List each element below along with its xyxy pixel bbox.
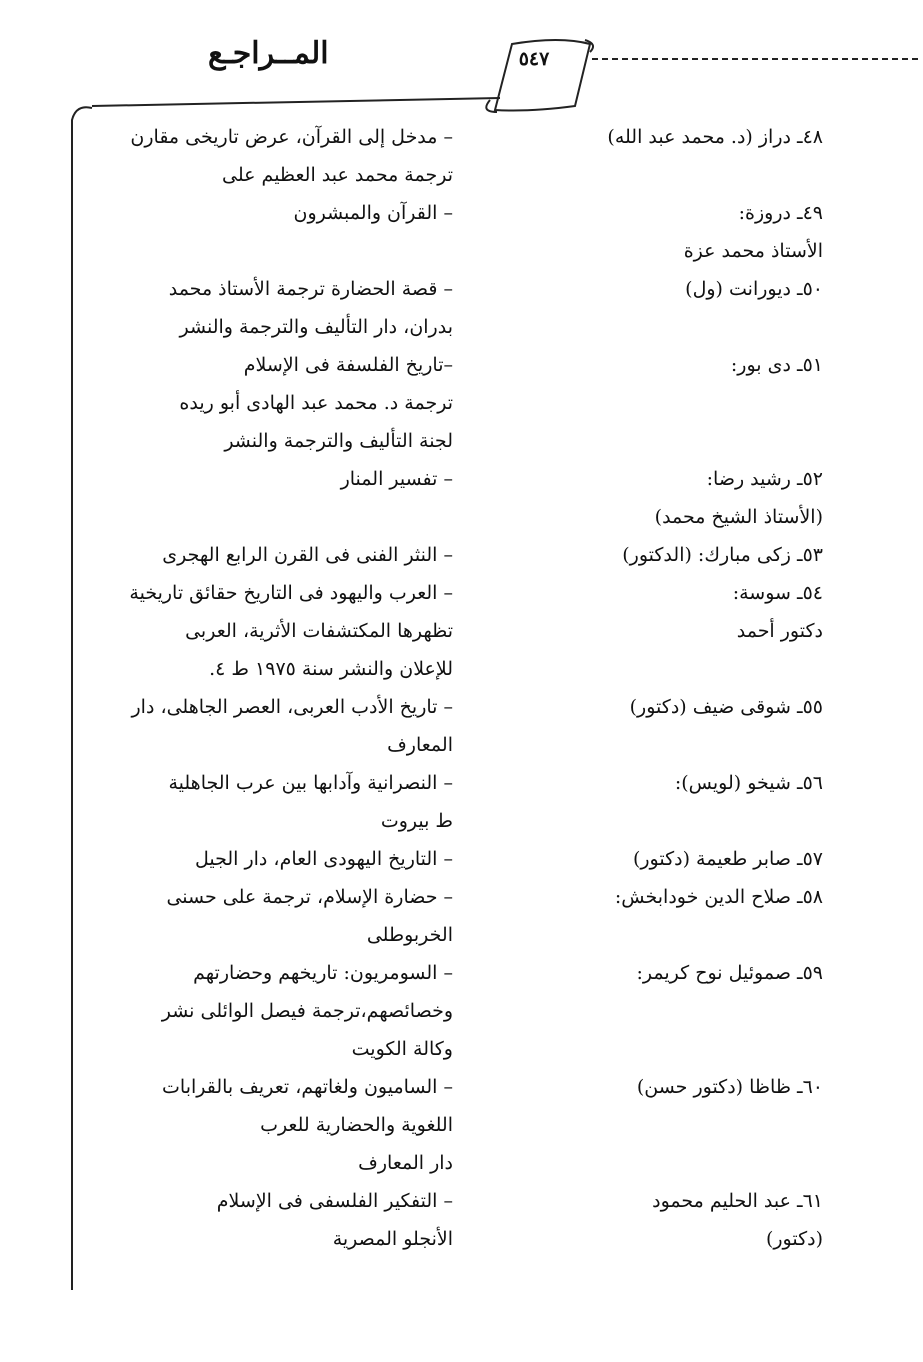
entry-author: ٥٧ـ صابر طعيمة (دكتور) (632, 848, 823, 870)
reference-entry-51 (88, 346, 823, 460)
entry-author: ٤٨ـ دراز (د. محمد عبد الله) (607, 126, 823, 148)
entry-works: – حضارة الإسلام، ترجمة على حسنى الخربوطلى (166, 886, 453, 946)
entry-author: ٦١ـ عبد الحليم محمود (دكتور) (652, 1190, 823, 1250)
entry-author: ٥٣ـ زكى مبارك: (الدكتور) (622, 544, 823, 566)
entry-works: – النثر الفنى فى القرن الرابع الهجرى (162, 544, 453, 566)
entry-author: ٥٥ـ شوقى ضيف (دكتور) (629, 696, 823, 718)
references-list (88, 118, 823, 1258)
entry-works: – مدخل إلى القرآن، عرض تاريخى مقارن ترجمة محمد عبد العظيم على – القرآن والمبشرون (130, 126, 453, 224)
entry-works: – تفسير المنار (340, 468, 453, 490)
entry-author: ٥٩ـ صموئيل نوح كريمر: (636, 962, 823, 984)
reference-entry-52 (88, 460, 823, 536)
reference-entry-53 (88, 536, 823, 574)
entry-works: – الساميون ولغاتهم، تعريف بالقرابات اللغوية والحضارية للعرب دار المعارف (162, 1076, 453, 1174)
entry-author: ٥٢ـ رشيد رضا: (الأستاذ الشيخ محمد) (654, 468, 823, 528)
entry-works: – تاريخ الأدب العربى، العصر الجاهلى، دار المعارف (131, 696, 453, 756)
reference-entry-54 (88, 574, 823, 688)
entry-works: – التاريخ اليهودى العام، دار الجيل (194, 848, 453, 870)
entry-author: ٥٦ـ شيخو (لويس): (674, 772, 823, 794)
entry-author: ٦٠ـ ظاظا (دكتور حسن) (636, 1076, 823, 1098)
entry-author: ٥١ـ دى بور: (730, 354, 823, 376)
entry-works: – قصة الحضارة ترجمة الأستاذ محمد بدران، دار التأليف والترجمة والنشر (168, 278, 453, 338)
reference-entry-60 (88, 1068, 823, 1182)
reference-entry-61 (88, 1182, 823, 1258)
reference-entry-56 (88, 764, 823, 840)
entry-author: ٥٤ـ سوسة: دكتور أحمد (732, 582, 823, 642)
page-number: ٥٤٧ (518, 48, 550, 70)
reference-entry-55 (88, 688, 823, 764)
entry-author: ٥٨ـ صلاح الدين خودابخش: (614, 886, 823, 908)
frame-top-line (92, 98, 500, 106)
entry-works: – النصرانية وآدابها بين عرب الجاهلية ط بيروت (168, 772, 453, 832)
entry-works: – التفكير الفلسفى فى الإسلام الأنجلو المصرية (216, 1190, 453, 1250)
entry-works: – السومريون: تاريخهم وحضارتهم وخصائصهم،ترجمة فيصل الوائلى نشر وكالة الكويت (161, 962, 453, 1060)
entry-author: ٤٩ـ دروزة: الأستاذ محمد عزة (683, 202, 823, 262)
reference-entry-50 (88, 270, 823, 346)
reference-entry-58 (88, 878, 823, 954)
reference-entry-57 (88, 840, 823, 878)
header-rule (592, 58, 918, 60)
entry-works: – العرب واليهود فى التاريخ حقائق تاريخية تظهرها المكتشفات الأثرية، العربى للإعلان والنشر سنة ١٩٧٥ ط ٤. (129, 582, 453, 680)
entry-author: ٥٠ـ ديورانت (ول) (685, 278, 823, 300)
entry-works: –تاريخ الفلسفة فى الإسلام ترجمة د. محمد عبد الهادى أبو ريده لجنة التأليف والترجمة والنشر (179, 354, 453, 452)
page-title: المــراجـع (208, 36, 329, 71)
reference-entry-59 (88, 954, 823, 1068)
